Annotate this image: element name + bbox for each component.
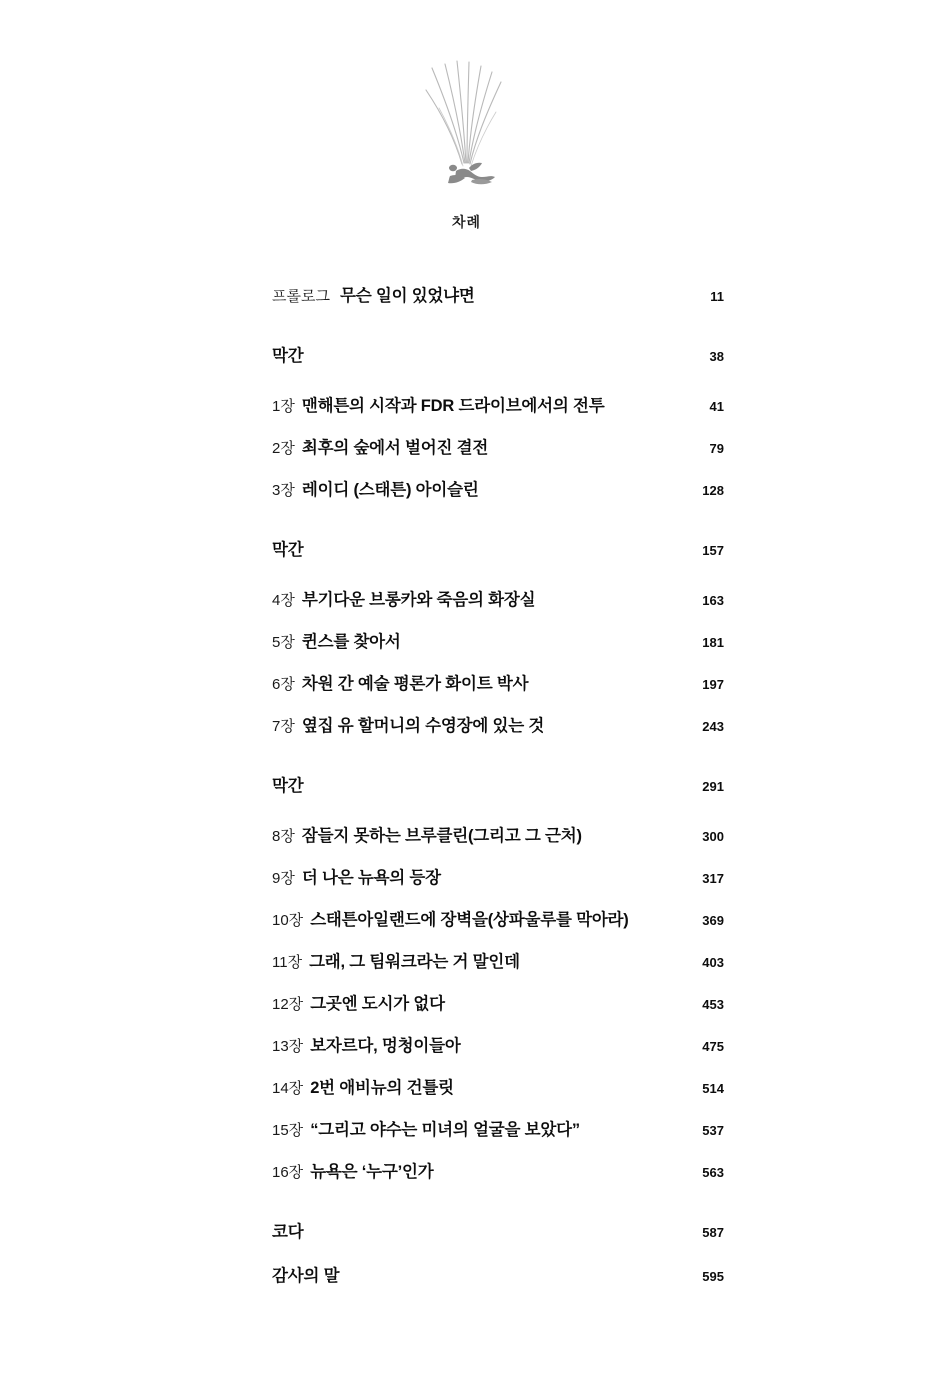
toc-row-chapter-13[interactable]	[272, 1032, 724, 1056]
toc-row-coda[interactable]	[272, 1218, 724, 1242]
toc-entry-page: 38	[709, 349, 724, 364]
toc-entry-title: 그래, 그 팀워크라는 거 말인데	[309, 953, 520, 971]
toc-row-chapter-15[interactable]	[272, 1116, 724, 1140]
spacer	[272, 366, 724, 392]
toc-row-chapter-11[interactable]	[272, 948, 724, 972]
toc-chapter-number: 7장	[272, 718, 295, 735]
toc-entry-title: 뉴욕은 ‘누구’인가	[310, 1163, 434, 1181]
toc-entry-page: 11	[710, 289, 724, 304]
toc-chapter-number: 13장	[272, 1038, 304, 1055]
toc-entry-title: 막간	[272, 777, 304, 795]
toc-row-chapter-5[interactable]	[272, 628, 724, 652]
toc-entry-title: 맨해튼의 시작과 FDR 드라이브에서의 전투	[301, 397, 605, 415]
toc-row-chapter-14[interactable]	[272, 1074, 724, 1098]
toc-entry-page: 587	[702, 1225, 724, 1240]
toc-entry-page: 181	[702, 635, 724, 650]
diving-figure-with-splash-ornament	[0, 58, 933, 198]
toc-entry-page: 157	[702, 543, 724, 558]
toc-entry-title: “그리고 야수는 미녀의 얼굴을 보았다”	[310, 1121, 580, 1139]
toc-chapter-number: 10장	[272, 912, 304, 929]
toc-entry-title: 그곳엔 도시가 없다	[310, 995, 445, 1013]
toc-entry-page: 197	[702, 677, 724, 692]
toc-entry-title: 코다	[272, 1223, 304, 1241]
toc-chapter-number: 2장	[272, 440, 295, 457]
toc-entry-page: 317	[702, 871, 724, 886]
toc-chapter-number: 16장	[272, 1164, 304, 1181]
toc-chapter-number: 8장	[272, 828, 295, 845]
toc-entry-page: 537	[702, 1123, 724, 1138]
toc-entry-page: 475	[702, 1039, 724, 1054]
toc-row-prologue[interactable]	[272, 282, 724, 306]
spacer	[272, 736, 724, 772]
toc-entry-title: 퀸스를 찾아서	[301, 633, 401, 651]
toc-entry-title: 옆집 유 할머니의 수영장에 있는 것	[301, 717, 545, 735]
spacer	[272, 1182, 724, 1218]
toc-entry-page: 300	[702, 829, 724, 844]
toc-prologue-label: 프롤로그	[272, 288, 330, 305]
toc-entry-title: 부기다운 브롱카와 죽음의 화장실	[301, 591, 536, 609]
toc-entry-page: 163	[702, 593, 724, 608]
toc-entry-title: 무슨 일이 있었냐면	[339, 287, 475, 305]
toc-entry-title: 스태튼아일랜드에 장벽을(상파울루를 막아라)	[310, 911, 629, 929]
toc-entry-title: 더 나은 뉴욕의 등장	[301, 869, 441, 887]
toc-entry-page: 41	[709, 399, 724, 414]
toc-entry-page: 403	[702, 955, 724, 970]
toc-entry-title: 2번 애비뉴의 건틀릿	[310, 1079, 454, 1097]
page-title: 차례	[451, 214, 482, 230]
toc-row-chapter-7[interactable]	[272, 712, 724, 736]
spacer	[272, 500, 724, 536]
table-of-contents	[272, 282, 724, 1286]
toc-entry-title: 막간	[272, 541, 304, 559]
toc-entry-page: 563	[702, 1165, 724, 1180]
toc-entry-title: 잠들지 못하는 브루클린(그리고 그 근처)	[301, 827, 582, 845]
toc-row-chapter-3[interactable]	[272, 476, 724, 500]
toc-row-interlude-3[interactable]	[272, 772, 724, 796]
toc-chapter-number: 11장	[272, 954, 303, 971]
spacer	[272, 306, 724, 342]
toc-row-chapter-6[interactable]	[272, 670, 724, 694]
toc-chapter-number: 15장	[272, 1122, 304, 1139]
toc-chapter-number: 5장	[272, 634, 295, 651]
toc-row-interlude-2[interactable]	[272, 536, 724, 560]
toc-chapter-number: 1장	[272, 398, 295, 415]
toc-entry-page: 243	[702, 719, 724, 734]
toc-entry-title: 보자르다, 멍청이들아	[310, 1037, 461, 1055]
toc-entry-page: 369	[702, 913, 724, 928]
toc-entry-page: 514	[702, 1081, 724, 1096]
toc-entry-page: 128	[702, 483, 724, 498]
toc-row-chapter-10[interactable]	[272, 906, 724, 930]
toc-row-chapter-4[interactable]	[272, 586, 724, 610]
toc-entry-title: 레이디 (스태튼) 아이슬린	[301, 481, 479, 499]
spacer	[272, 560, 724, 586]
toc-chapter-number: 4장	[272, 592, 295, 609]
toc-chapter-number: 6장	[272, 676, 295, 693]
toc-row-chapter-9[interactable]	[272, 864, 724, 888]
toc-chapter-number: 9장	[272, 870, 295, 887]
toc-entry-page: 79	[709, 441, 724, 456]
toc-row-chapter-1[interactable]	[272, 392, 724, 416]
toc-row-chapter-16[interactable]	[272, 1158, 724, 1182]
toc-entry-title: 막간	[272, 347, 304, 365]
toc-row-chapter-8[interactable]	[272, 822, 724, 846]
toc-entry-title: 최후의 숲에서 벌어진 결전	[301, 439, 489, 457]
toc-chapter-number: 12장	[272, 996, 304, 1013]
toc-row-acknowledgements[interactable]	[272, 1262, 724, 1286]
toc-entry-title: 감사의 말	[272, 1267, 340, 1285]
toc-chapter-number: 3장	[272, 482, 295, 499]
toc-entry-page: 595	[702, 1269, 724, 1284]
toc-entry-page: 453	[702, 997, 724, 1012]
toc-row-chapter-12[interactable]	[272, 990, 724, 1014]
toc-chapter-number: 14장	[272, 1080, 304, 1097]
toc-row-interlude-1[interactable]	[272, 342, 724, 366]
toc-entry-title: 차원 간 예술 평론가 화이트 박사	[301, 675, 529, 693]
spacer	[272, 796, 724, 822]
toc-entry-page: 291	[702, 779, 724, 794]
toc-row-chapter-2[interactable]	[272, 434, 724, 458]
